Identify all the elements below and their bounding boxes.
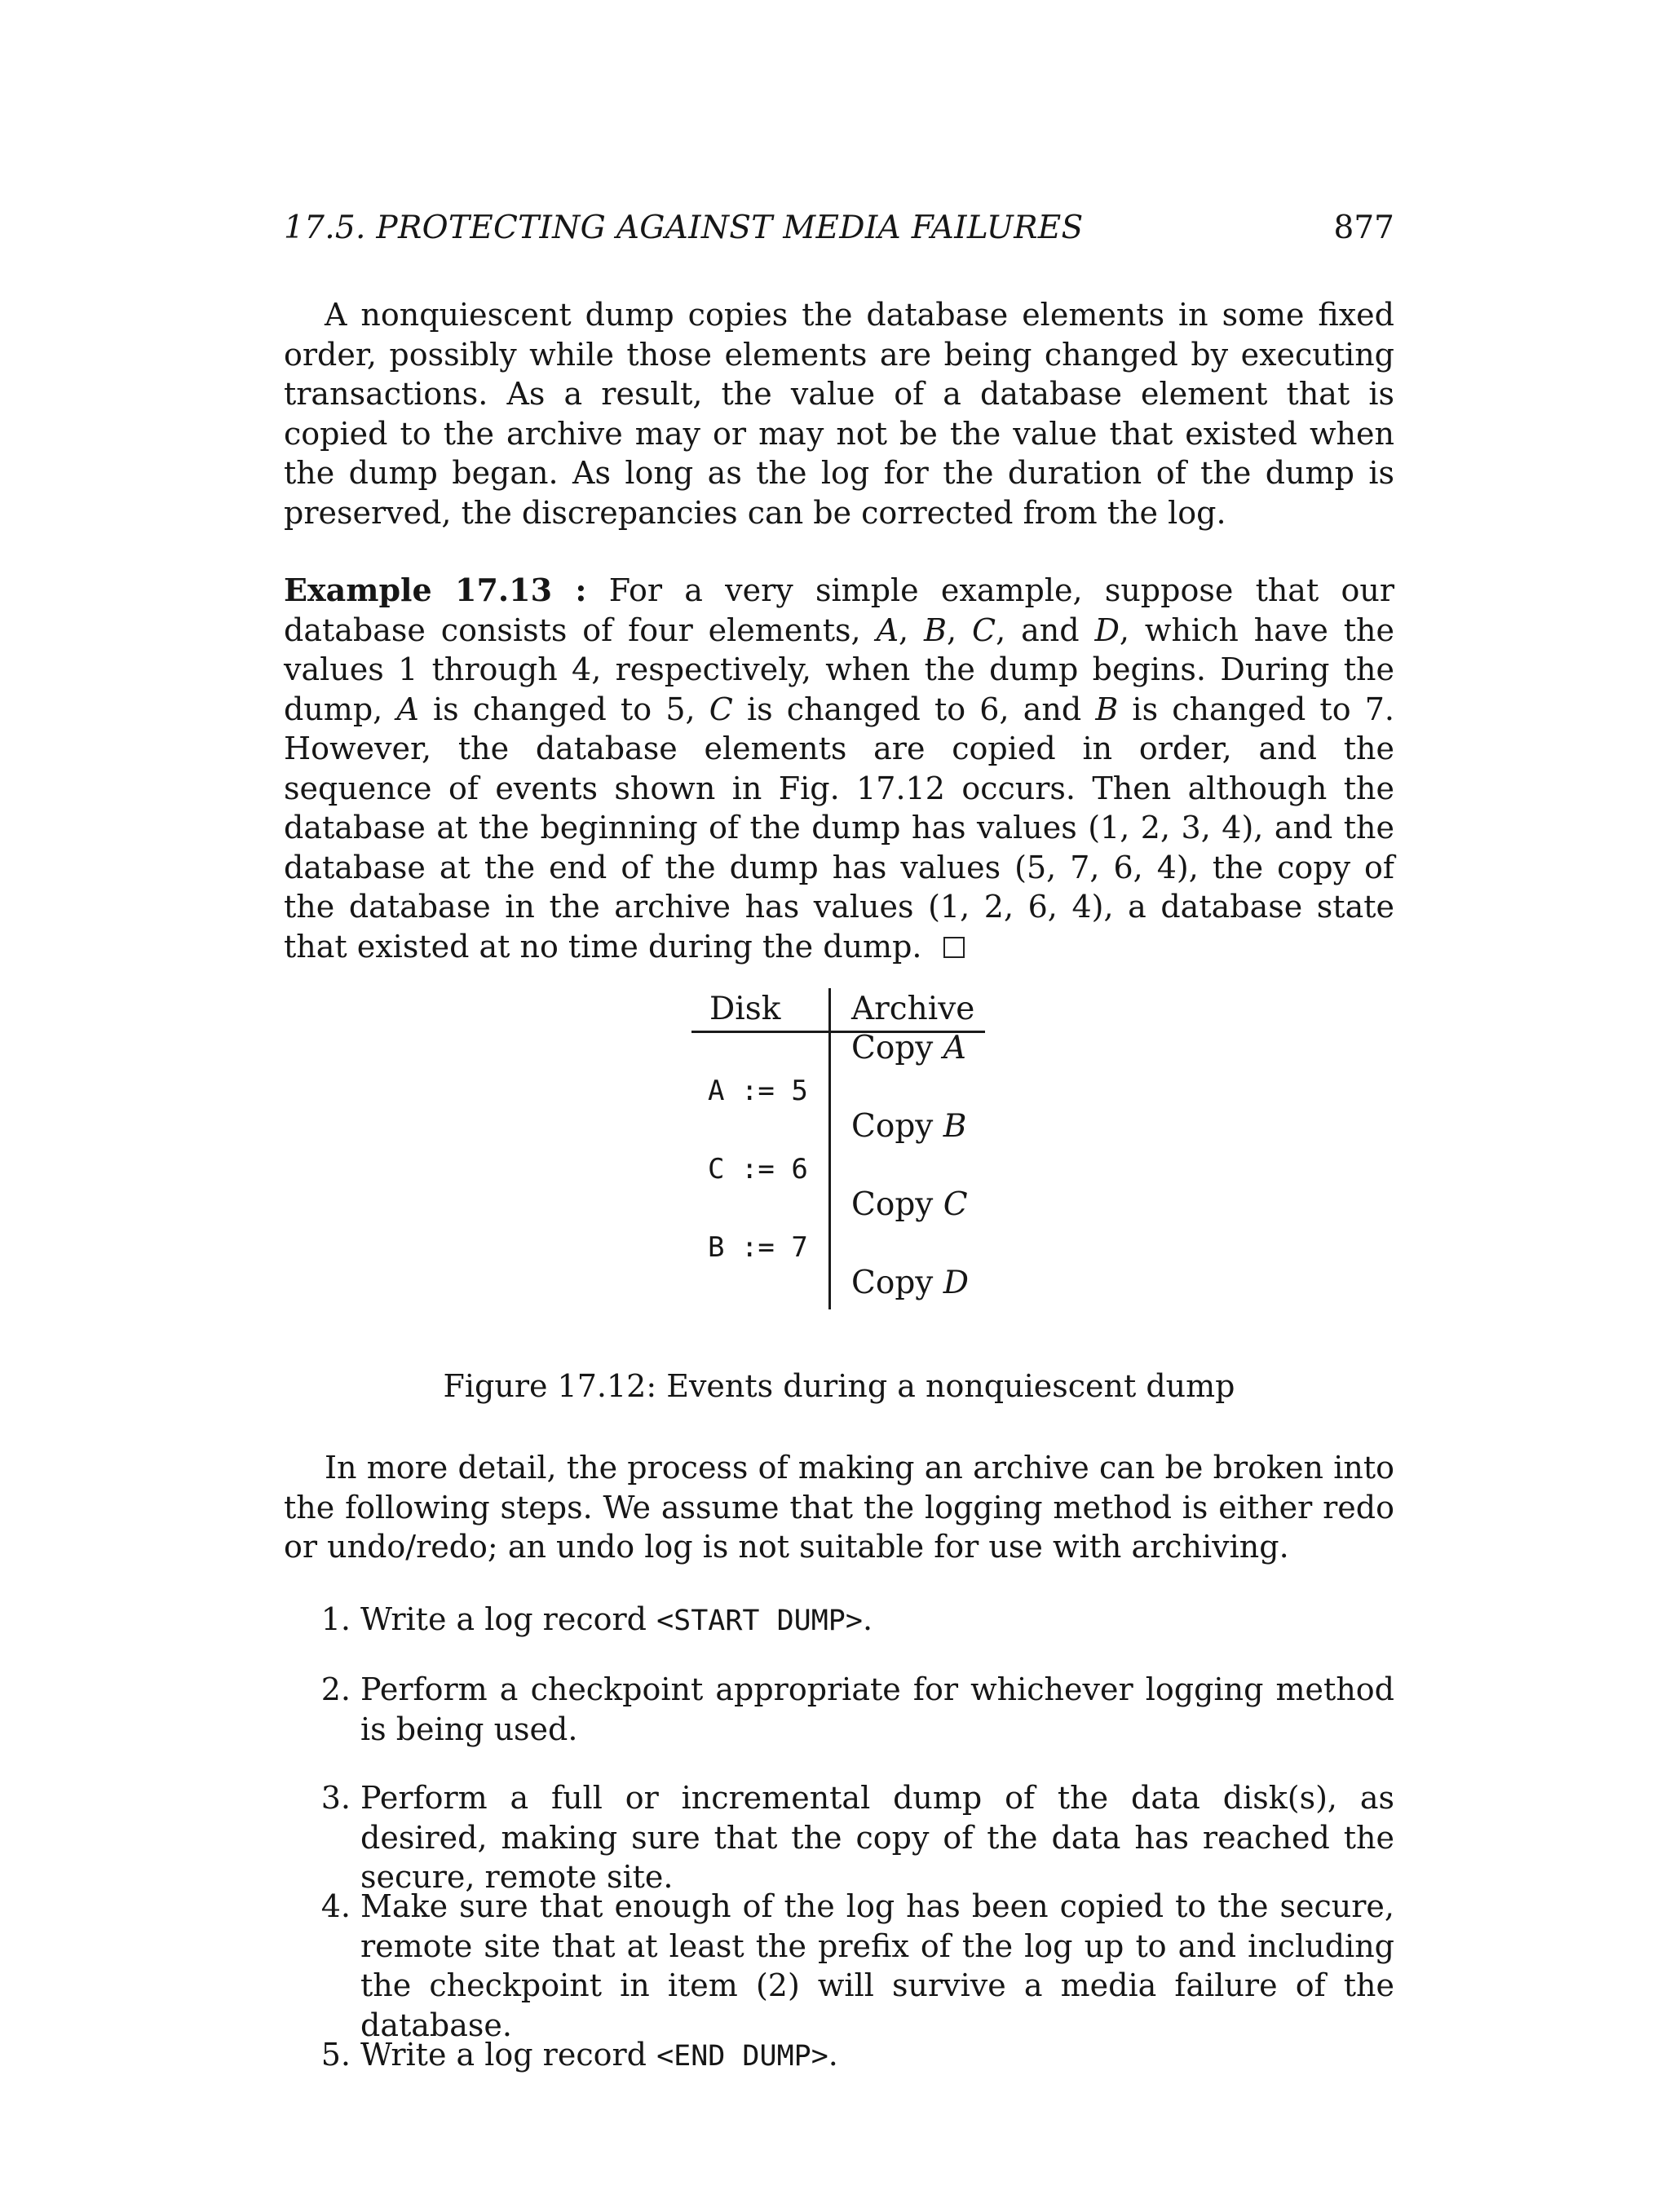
list-text: Perform a checkpoint appropriate for whichever logging method is being used. bbox=[360, 1671, 1394, 1747]
disk-event: A := 5 bbox=[708, 1075, 808, 1107]
example-paragraph: Example 17.13 : For a very simple example, suppose that our database consists of four elements, A, B, C, and D, which have the values 1 through 4, respectively, when the dump begins. During the dump, A is changed to 5, C is changed to 6, and B is changed to 7. However, the database elements are copied in order, and the sequence of events shown in Fig. 17.12 occurs. Then although the database at the beginning of the dump has values (1, 2, 3, 4), and the database at the end of the dump has values (5, 7, 6, 4), the copy of the database in the archive has values (1, 2, 6, 4), a database state that existed at no time during the dump. bbox=[284, 572, 1394, 965]
list-text: Make sure that enough of the log has been copied to the secure, remote site that at least the prefix of the log up to and including the checkpoint in item (2) will survive a media failure of the database. bbox=[360, 1888, 1394, 2043]
list-number: 4. bbox=[320, 1888, 351, 1924]
list-text: Perform a full or incremental dump of the data disk(s), as desired, making sure that the copy of the data has reached the secure, remote site. bbox=[360, 1780, 1394, 1895]
list-text: Write a log record <START DUMP>. bbox=[360, 1601, 873, 1637]
running-header bbox=[284, 204, 1394, 253]
end-of-example-square-icon bbox=[943, 937, 965, 958]
example-label: Example 17.13 : bbox=[284, 572, 587, 608]
archive-event: Copy D bbox=[851, 1265, 970, 1301]
log-record-code: <END DUMP> bbox=[656, 2040, 828, 2073]
archive-event: Copy B bbox=[851, 1108, 967, 1145]
page-number: 877 bbox=[1333, 210, 1394, 246]
paragraph-archive-process: In more detail, the process of making an archive can be broken into the following steps. We assume that the logging method is either redo or undo/redo; an undo log is not suitable for use with archiving. bbox=[284, 1450, 1394, 1565]
figure-header-archive: Archive bbox=[851, 991, 975, 1027]
disk-event: B := 7 bbox=[708, 1231, 808, 1264]
list-number: 5. bbox=[320, 2037, 351, 2073]
running-title: 17.5. PROTECTING AGAINST MEDIA FAILURES bbox=[284, 210, 1084, 246]
figure-column-divider bbox=[828, 988, 831, 1309]
archive-event: Copy C bbox=[851, 1186, 968, 1223]
figure-header-disk: Disk bbox=[709, 991, 781, 1027]
list-number: 2. bbox=[320, 1671, 351, 1707]
list-number: 3. bbox=[320, 1780, 351, 1816]
archive-event: Copy A bbox=[851, 1030, 966, 1066]
paragraph-nonquiescent-dump: A nonquiescent dump copies the database elements in some fixed order, possibly while those elements are being changed by executing transactions. As a result, the value of a database element that is copied to the archive may or may not be the value that existed when the dump began. As long as the log for the duration of the dump is preserved, the discrepancies can be corrected from the log. bbox=[284, 297, 1394, 531]
list-number: 1. bbox=[320, 1601, 351, 1637]
figure-events-table bbox=[691, 988, 993, 1310]
log-record-code: <START DUMP> bbox=[656, 1605, 863, 1637]
list-text: Write a log record <END DUMP>. bbox=[360, 2037, 838, 2073]
figure-caption: Figure 17.12: Events during a nonquiescent dump bbox=[443, 1368, 1235, 1404]
disk-event: C := 6 bbox=[708, 1153, 808, 1185]
